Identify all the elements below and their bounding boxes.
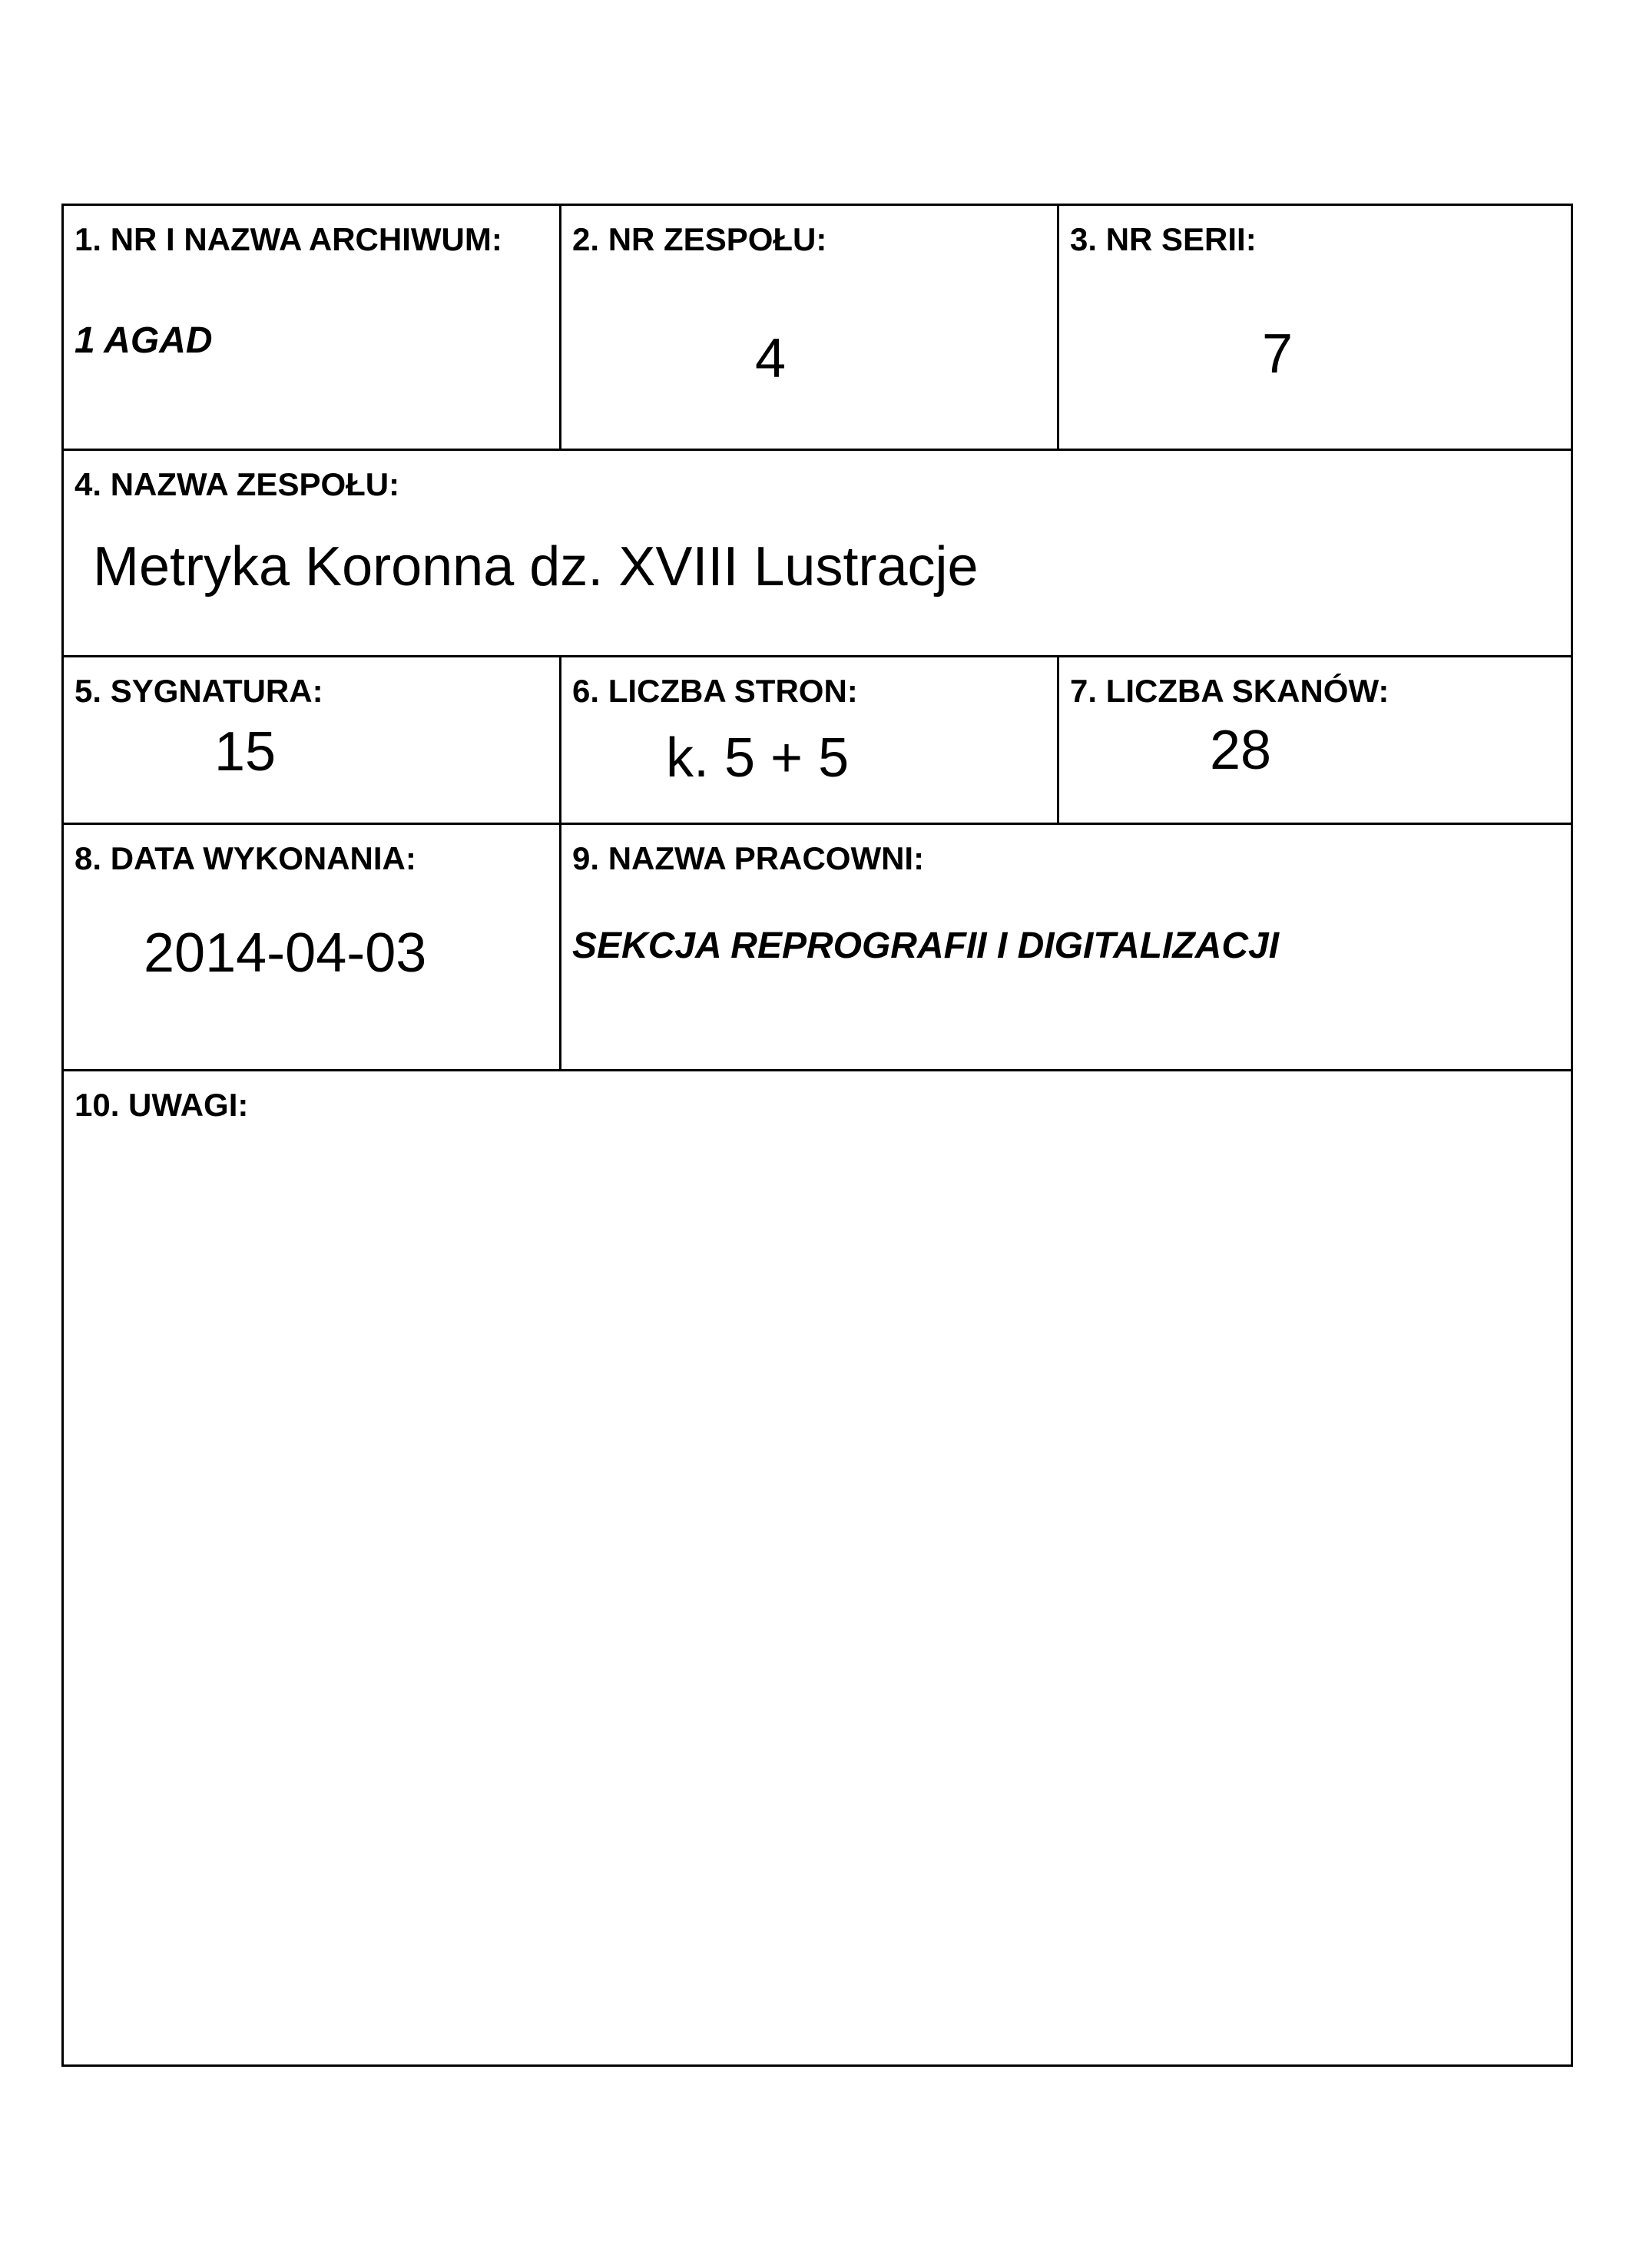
page-count-value: k. 5 + 5 (666, 727, 850, 789)
notes-label: 10. UWAGI: (75, 1087, 249, 1123)
archive-cell (64, 206, 561, 451)
date-label: 8. DATA WYKONANIA: (75, 840, 416, 876)
series-number-label: 3. NR SERII: (1070, 221, 1257, 257)
workshop-value: SEKCJA REPROGRAFII I DIGITALIZACJI (572, 925, 1280, 966)
fonds-name-cell (64, 451, 1571, 657)
page-count-cell (561, 657, 1059, 825)
signature-cell (64, 657, 561, 825)
fonds-name-value: Metryka Koronna dz. XVIII Lustracje (93, 536, 979, 598)
scan-count-cell (1059, 657, 1571, 825)
archive-value: 1 AGAD (75, 320, 213, 361)
archive-label: 1. NR I NAZWA ARCHIWUM: (75, 221, 502, 257)
scan-count-value: 28 (1210, 720, 1272, 781)
fonds-name-label: 4. NAZWA ZESPOŁU: (75, 466, 400, 502)
page-count-label: 6. LICZBA STRON: (572, 673, 858, 709)
fonds-number-label: 2. NR ZESPOŁU: (572, 221, 827, 257)
workshop-cell (561, 825, 1571, 1071)
notes-cell (64, 1071, 1571, 2064)
series-number-cell (1059, 206, 1571, 451)
signature-label: 5. SYGNATURA: (75, 673, 323, 709)
metadata-form (61, 204, 1573, 2067)
series-number-value: 7 (1262, 323, 1293, 385)
signature-value: 15 (214, 721, 277, 783)
date-value: 2014-04-03 (144, 922, 427, 984)
workshop-label: 9. NAZWA PRACOWNI: (572, 840, 925, 876)
fonds-number-cell (561, 206, 1059, 451)
scan-count-label: 7. LICZBA SKANÓW: (1070, 673, 1390, 709)
date-cell (64, 825, 561, 1071)
fonds-number-value: 4 (755, 328, 787, 389)
